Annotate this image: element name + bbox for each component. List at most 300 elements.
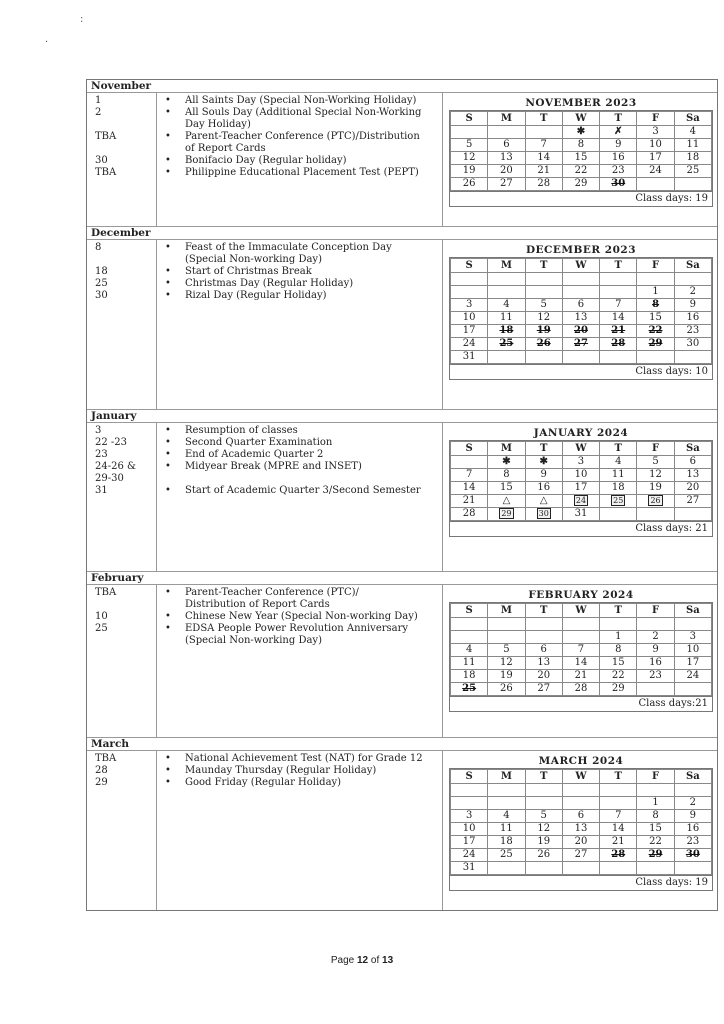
calendar-day-cell: 28 [451,508,488,521]
event-date [95,635,156,647]
calendar-day-cell: 21 [525,165,562,178]
empty-cell [488,631,525,644]
calendar-day-cell: 15 [600,657,637,670]
calendar-week-row [451,836,712,849]
calendar-grid [450,258,712,364]
event-text: Resumption of classes [185,425,298,436]
empty-cell [562,784,599,797]
calendar-week-row [451,126,712,139]
event-text: (Special Non-working Day) [185,635,322,646]
bullet-icon: • [165,167,171,178]
calendar-day-cell: 4 [600,456,637,469]
calendar-day-cell: 11 [488,312,525,325]
month-header: February [87,572,717,585]
event-date: 24-26 & [95,461,136,472]
calendar-week-row [451,670,712,683]
event-date: 31 [95,485,108,496]
event-date: 3 [95,425,102,436]
calendar-day-cell: 16 [674,823,711,836]
calendar-day-cell: 29 [637,338,674,351]
event-item [161,623,440,635]
calendar-week-row [451,338,712,351]
calendar-week-row [451,469,712,482]
event-date: 22 -23 [95,437,128,448]
calendar-day-cell: 24 [451,849,488,862]
calendar-week-row [451,797,712,810]
calendar-day-cell: 13 [525,657,562,670]
calendar-day-cell: 14 [451,482,488,495]
calendar-day-cell: 7 [525,139,562,152]
event-text: Parent-Teacher Conference (PTC)/ [185,587,359,598]
calendar-day-cell: 29 [600,683,637,696]
calendar-week-row [451,631,712,644]
weekday-header: M [488,604,525,618]
calendar-day-cell: 11 [451,657,488,670]
empty-cell [600,862,637,875]
footer-page-number: 12 [356,955,369,966]
marked-day-icon: ✗ [600,126,637,139]
event-date: 2 [95,107,102,118]
empty-cell [451,784,488,797]
weekday-header: Sa [674,259,711,273]
bullet-icon: • [165,461,171,472]
bullet-icon: • [165,623,171,634]
calendar-day-cell: 6 [562,810,599,823]
event-item [161,611,440,623]
weekday-header-row [451,112,712,126]
bullet-icon: • [165,437,171,448]
calendar-day-cell: 19 [525,325,562,338]
event-item [161,254,440,266]
empty-cell [451,797,488,810]
calendar-day-cell: 14 [600,823,637,836]
empty-cell [488,351,525,364]
month-body [87,93,717,226]
calendar-week-row [451,849,712,862]
calendar-week-row [451,683,712,696]
empty-cell [525,286,562,299]
event-date [95,254,156,266]
empty-cell [637,273,674,286]
calendar-grid [450,441,712,521]
marked-day-icon: ✱ [525,456,562,469]
calendar-day-cell: 16 [600,152,637,165]
calendar-day-cell: 14 [600,312,637,325]
calendar-day-cell: 28 [600,338,637,351]
empty-cell [451,126,488,139]
calendar-day-cell: 20 [562,325,599,338]
calendar-week-row [451,657,712,670]
empty-cell [451,273,488,286]
empty-cell [674,618,711,631]
empty-cell [562,797,599,810]
month-section-january [87,410,717,572]
bullet-icon: • [165,266,171,277]
empty-cell [525,862,562,875]
class-days-count: Class days: 21 [450,521,712,536]
weekday-header: Sa [674,112,711,126]
event-text: Feast of the Immaculate Conception Day [185,242,392,253]
empty-cell [488,618,525,631]
calendar-day-cell: 3 [451,810,488,823]
calendar-day-cell: 25 [488,338,525,351]
calendar-day-cell: 31 [451,862,488,875]
event-item [161,167,440,179]
empty-cell [525,631,562,644]
empty-cell [525,273,562,286]
marked-day-icon: △ [525,495,562,508]
events-column [157,423,443,571]
calendar-day-cell: 27 [562,849,599,862]
event-date: 30 [95,155,108,166]
calendar-day-cell: 20 [562,836,599,849]
calendar-week-row [451,810,712,823]
calendar-day-cell: 18 [488,325,525,338]
events-column [157,240,443,409]
event-date: 1 [95,95,102,106]
empty-cell [525,351,562,364]
weekday-header: F [637,770,674,784]
dates-column [87,423,157,571]
empty-cell [488,126,525,139]
calendar-day-cell: 21 [600,836,637,849]
event-text: Chinese New Year (Special Non-working Day) [185,611,418,622]
calendar-day-cell: 22 [637,325,674,338]
event-item [161,278,440,290]
empty-cell [562,351,599,364]
event-text: Start of Academic Quarter 3/Second Semester [185,485,421,496]
calendar-day-cell: 9 [637,644,674,657]
empty-cell [488,784,525,797]
class-days-count: Class days: 19 [450,875,712,890]
weekday-header: Sa [674,604,711,618]
empty-cell [562,631,599,644]
weekday-header: S [451,604,488,618]
calendar-day-cell: 10 [637,139,674,152]
weekday-header: W [562,604,599,618]
calendar-column [443,93,717,226]
calendar-day-cell: 16 [637,657,674,670]
calendar-week-row [451,312,712,325]
month-section-february [87,572,717,738]
event-text: All Saints Day (Special Non-Working Holiday) [185,95,417,106]
event-date: TBA [95,587,117,598]
calendar-day-cell: 22 [637,836,674,849]
weekday-header-row [451,442,712,456]
calendar-day-cell: 23 [674,836,711,849]
calendar-day-cell: 21 [451,495,488,508]
calendar-day-cell: 21 [600,325,637,338]
event-item [161,765,440,777]
calendar-day-cell: 21 [562,670,599,683]
month-body [87,423,717,571]
event-item [161,635,440,647]
events-column [157,585,443,737]
event-text: National Achievement Test (NAT) for Grade 12 [185,753,423,764]
calendar-week-row [451,508,712,521]
weekday-header-row [451,604,712,618]
event-item [161,95,440,107]
event-item [161,131,440,143]
calendar-day-cell: 15 [562,152,599,165]
boxed-day-icon: 29 [501,509,512,518]
class-days-count: Class days: 19 [450,191,712,206]
calendar-day-cell: 31 [562,508,599,521]
empty-cell [562,273,599,286]
bullet-icon: • [165,425,171,436]
empty-cell [637,683,674,696]
month-body [87,751,717,910]
calendar-day-cell: 3 [451,299,488,312]
month-section-december [87,227,717,410]
empty-cell [674,683,711,696]
calendar-day-cell: 2 [674,797,711,810]
month-header: December [87,227,717,240]
calendar-day-cell: 22 [600,670,637,683]
bullet-icon: • [165,587,171,598]
empty-cell [525,618,562,631]
boxed-day-icon: 30 [538,509,549,518]
empty-cell [600,273,637,286]
calendar-day-cell: 10 [674,644,711,657]
calendar-day-cell [637,495,674,508]
dates-column [87,93,157,226]
weekday-header: W [562,259,599,273]
weekday-header: F [637,442,674,456]
event-item [161,266,440,278]
empty-cell [674,862,711,875]
marked-day-icon: △ [488,495,525,508]
event-item [161,437,440,449]
calendar-day-cell: 10 [451,312,488,325]
month-body [87,585,717,737]
bullet-icon: • [165,95,171,106]
calendar-grid-box [449,440,713,537]
calendar-day-cell: 3 [674,631,711,644]
event-item [161,155,440,167]
calendar-week-row [451,152,712,165]
calendar-day-cell: 8 [637,299,674,312]
month-section-march [87,738,717,910]
event-date: 29 [95,777,108,788]
weekday-header: F [637,259,674,273]
event-date: 25 [95,278,108,289]
bullet-icon: • [165,765,171,776]
calendar-day-cell: 6 [562,299,599,312]
scan-speck: : [80,14,84,25]
event-item [161,242,440,254]
calendar-day-cell: 11 [600,469,637,482]
boxed-day-icon: 24 [575,496,587,505]
bullet-icon: • [165,242,171,253]
weekday-header-row [451,259,712,273]
calendar-week-row [451,862,712,875]
weekday-header: T [525,259,562,273]
calendar-week-row [451,823,712,836]
calendar-day-cell: 24 [637,165,674,178]
calendar-day-cell: 1 [637,286,674,299]
event-item [161,107,440,119]
calendar-day-cell: 18 [451,670,488,683]
calendar-day-cell: 17 [451,325,488,338]
bullet-icon: • [165,611,171,622]
calendar-day-cell: 12 [488,657,525,670]
spacer-row [451,784,712,797]
empty-cell [600,797,637,810]
calendar-day-cell: 29 [637,849,674,862]
calendar-day-cell: 8 [562,139,599,152]
calendar-grid-box [449,257,713,380]
calendar-day-cell: 27 [674,495,711,508]
event-date: 18 [95,266,108,277]
calendar-title: FEBRUARY 2024 [528,589,634,601]
calendar-day-cell: 4 [488,299,525,312]
weekday-header: T [600,604,637,618]
calendar-day-cell: 30 [674,849,711,862]
calendar-day-cell: 4 [488,810,525,823]
empty-cell [600,286,637,299]
empty-cell [451,631,488,644]
calendar-day-cell: 20 [488,165,525,178]
footer-middle: of [368,955,383,966]
event-date: 25 [95,623,108,634]
calendar-week-row [451,165,712,178]
calendar-week-row [451,351,712,364]
weekday-header: M [488,112,525,126]
empty-cell [488,286,525,299]
calendar-grid-box [449,110,713,207]
calendar-grid [450,603,712,696]
calendar-day-cell: 9 [525,469,562,482]
marked-day-icon: ✱ [488,456,525,469]
event-text: Day Holiday) [185,119,251,130]
calendar-day-cell: 26 [451,178,488,191]
calendar-day-cell: 20 [674,482,711,495]
calendar-day-cell: 25 [451,683,488,696]
calendar-day-cell: 15 [637,312,674,325]
calendar-day-cell: 7 [562,644,599,657]
weekday-header: T [600,112,637,126]
event-date [95,143,156,155]
calendar-day-cell: 12 [637,469,674,482]
calendar-day-cell: 8 [488,469,525,482]
calendar-week-row [451,644,712,657]
bullet-icon: • [165,753,171,764]
bullet-icon: • [165,449,171,460]
event-text: End of Academic Quarter 2 [185,449,324,460]
event-date: TBA [95,131,117,142]
event-text: Rizal Day (Regular Holiday) [185,290,327,301]
calendar-day-cell: 13 [488,152,525,165]
event-text: EDSA People Power Revolution Anniversary [185,623,409,634]
events-column [157,751,443,910]
calendar-title: JANUARY 2024 [533,427,629,439]
bullet-icon: • [165,278,171,289]
event-date: 8 [95,242,102,253]
footer-prefix: Page [330,955,357,966]
calendar-day-cell: 8 [637,810,674,823]
empty-cell [562,862,599,875]
event-text: of Report Cards [185,143,266,154]
calendar-day-cell: 30 [674,338,711,351]
empty-cell [637,784,674,797]
events-column [157,93,443,226]
event-item [161,485,440,497]
event-text: Maunday Thursday (Regular Holiday) [185,765,377,776]
event-text: Second Quarter Examination [185,437,333,448]
calendar-column [443,585,717,737]
calendar-day-cell: 27 [562,338,599,351]
calendar-day-cell: 5 [637,456,674,469]
calendar-day-cell: 5 [525,299,562,312]
empty-cell [637,618,674,631]
month-body [87,240,717,409]
calendar-day-cell: 26 [525,338,562,351]
calendar-day-cell: 9 [674,810,711,823]
calendar-grid [450,769,712,875]
calendar-day-cell: 16 [525,482,562,495]
weekday-header: T [600,259,637,273]
weekday-header: W [562,442,599,456]
calendar-day-cell: 3 [562,456,599,469]
calendar-day-cell: 11 [674,139,711,152]
weekday-header: T [600,442,637,456]
event-item [161,461,440,473]
weekday-header: W [562,112,599,126]
empty-cell [562,618,599,631]
event-item [161,290,440,302]
dates-column [87,751,157,910]
weekday-header: S [451,442,488,456]
calendar-day-cell: 22 [562,165,599,178]
calendar-day-cell: 6 [674,456,711,469]
calendar-week-row [451,482,712,495]
empty-cell [637,862,674,875]
calendar-day-cell: 26 [488,683,525,696]
calendar-column [443,751,717,910]
weekday-header: S [451,770,488,784]
event-text: All Souls Day (Additional Special Non-Working [185,107,422,118]
calendar-day-cell: 23 [637,670,674,683]
event-item [161,143,440,155]
calendar-day-cell: 3 [637,126,674,139]
event-item [161,119,440,131]
bullet-icon: • [165,777,171,788]
calendar-day-cell: 7 [600,299,637,312]
weekday-header: T [600,770,637,784]
empty-cell [488,862,525,875]
month-header: March [87,738,717,751]
calendar-grid-box [449,602,713,712]
empty-cell [451,286,488,299]
calendar-day-cell: 8 [600,644,637,657]
calendar-day-cell: 26 [525,849,562,862]
calendar-day-cell: 31 [451,351,488,364]
empty-cell [600,618,637,631]
event-text: Parent-Teacher Conference (PTC)/Distribution [185,131,420,142]
calendar-grid [450,111,712,191]
empty-cell [637,178,674,191]
calendar-day-cell: 15 [637,823,674,836]
event-item [161,449,440,461]
calendar-week-row [451,178,712,191]
empty-cell [674,178,711,191]
calendar-title: MARCH 2024 [538,755,624,767]
empty-cell [674,508,711,521]
boxed-day-icon: 26 [650,496,661,505]
calendar-day-cell: 11 [488,823,525,836]
calendar-day-cell: 10 [562,469,599,482]
